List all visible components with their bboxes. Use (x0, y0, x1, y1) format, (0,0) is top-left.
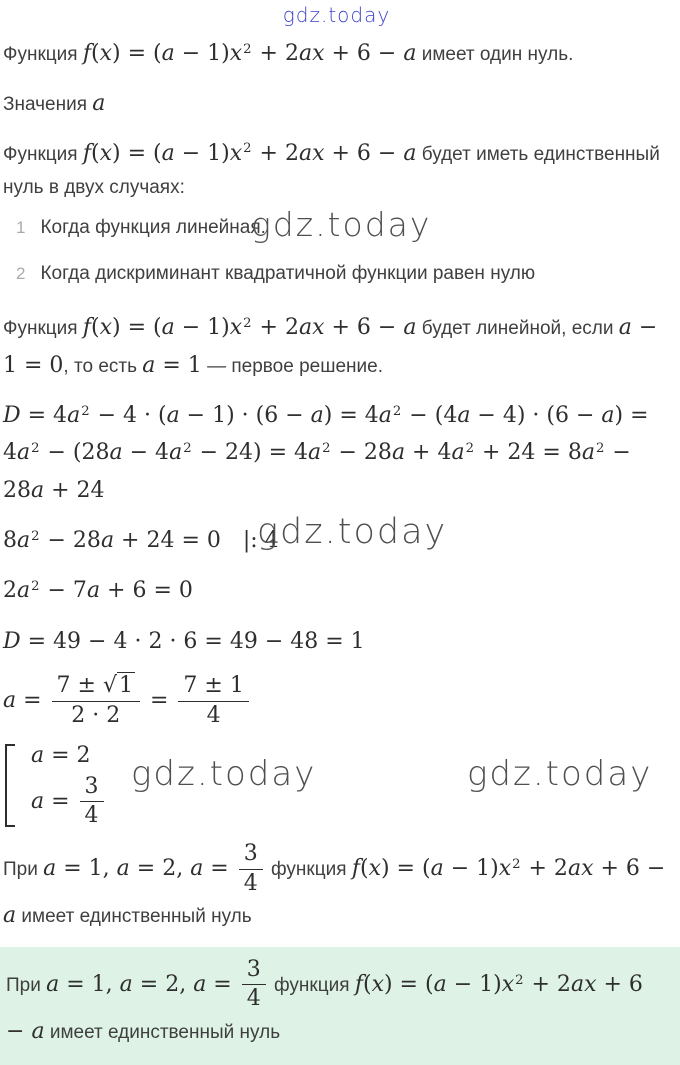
list-item-2 (3, 263, 670, 285)
highlighted-answer: При a = 1, a = 2, a = $\frac{3}{4}$ функция $f(x) = (a - 1)x^2 + 2ax + 6 - a$ имеет единственный нуль (0, 947, 680, 1065)
problem-statement: Функция $f(x) = (a - 1)x^2 + 2ax + 6 - a$ имеет один нуль. (3, 41, 574, 66)
discriminant-expansion: $D = 4a^2 - 4 \cdot (a - 1) \cdot (6 - a) = 4a^2 - (4a - 4) \cdot (6 - a) = 4a^2 - (28a - 4a^2 - 24) = 4a^2 - 28a + 4a^2 + 24 = 8a^2 - 28a + 24$ (3, 402, 649, 503)
roots-formula: a = $\frac{7 \pm √1}{2 \cdot 2}$ = $\frac{7 \pm 1}{4}$ (3, 673, 670, 729)
site-link[interactable]: gdz.today (282, 3, 391, 27)
case-row-2: a = $\frac{3}{4}$ (31, 774, 107, 830)
list-item-1-label: Когда функция линейная. (40, 217, 266, 239)
watermark: gdz.today (257, 511, 448, 552)
solution-cases (3, 742, 670, 829)
reduced-quadratic: $2a^2 - 7a + 6 = 0$ (3, 578, 193, 604)
watermark: gdz.today (467, 753, 653, 794)
list-item-1 (3, 205, 670, 245)
list-item-2-label: Когда дискриминант квадратичной функции равен нулю (40, 263, 536, 285)
list-item-1-number: 1 (16, 218, 26, 238)
case-rows (31, 742, 107, 829)
cases-list (3, 205, 670, 285)
linear-case-statement: Функция $f(x) = (a - 1)x^2 + 2ax + 6 - a$ будет линейной, если a − 1 = 0, то есть a = 1 — первое решение. (3, 315, 658, 378)
watermark: gdz.today (251, 205, 432, 245)
list-item-2-number: 2 (16, 264, 26, 284)
values-label: Значения a (3, 90, 106, 116)
discriminant-value: D = 49 − 4 · 2 · 6 = 49 − 48 = 1 (3, 628, 365, 654)
equation-divided-by-4: $8a^2 - 28a + 24 = 0$ |: 4 (3, 527, 279, 553)
equation-divided-wrap (3, 511, 670, 559)
condition-statement: Функция $f(x) = (a - 1)x^2 + 2ax + 6 - a$ будет иметь единственный нуль в двух случаях: (3, 140, 660, 199)
case-row-1: a = 2 (31, 742, 91, 768)
conclusion-statement: При a = 1, a = 2, a = $\frac{3}{4}$ функция $f(x) = (a - 1)x^2 + 2ax + 6 - a$ имеет единственный нуль (3, 841, 666, 929)
cases-bracket-icon (5, 744, 15, 827)
watermark: gdz.today (131, 753, 317, 794)
